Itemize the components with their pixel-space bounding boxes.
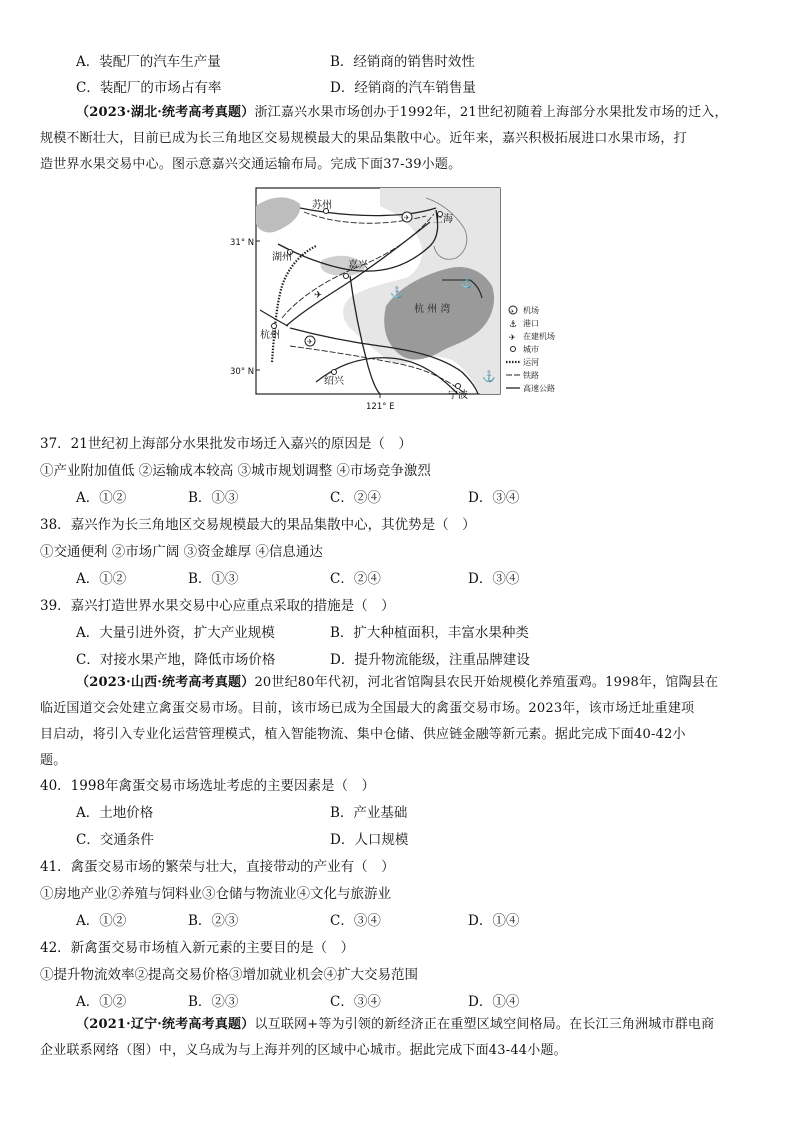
construction-airport-icon: ✈ xyxy=(314,290,323,301)
q38-option-d: D．③④ xyxy=(468,571,520,587)
lat-31-label: 31° N xyxy=(230,238,255,248)
legend-city: 城市 xyxy=(523,345,539,354)
q41-option-c: C．③④ xyxy=(330,913,381,929)
svg-text:⚓: ⚓ xyxy=(390,286,404,299)
q42-items: ①提升物流效率②提高交易价格③增加就业机会④扩大交易范围 xyxy=(40,967,418,983)
q42-stem: 42．新禽蛋交易市场植入新元素的主要目的是（ ） xyxy=(40,940,355,956)
svg-text:✈: ✈ xyxy=(509,333,516,342)
q37-stem: 37．21世纪初上海部分水果批发市场迁入嘉兴的原因是（ ） xyxy=(40,436,412,452)
svg-text:✈: ✈ xyxy=(404,214,410,222)
q36-option-c: C．装配厂的市场占有率 xyxy=(76,80,222,96)
passage-1-line-2: 规模不断壮大，目前已成为长三角地区交易规模最大的果品集散中心。近年来，嘉兴积极拓展进口水果市场，打 xyxy=(40,131,687,146)
passage-2-line-3: 目启动，将引入专业化运营管理模式，植入智能物流、集中仓储、供应链金融等新元素。据此完成下面40-42小 xyxy=(40,727,686,742)
q38-option-c: C．②④ xyxy=(330,571,381,587)
passage-1 xyxy=(40,100,760,178)
q37-items: ①产业附加值低 ②运输成本较高 ③城市规划调整 ④市场竞争激烈 xyxy=(40,463,431,479)
q38-option-a: A．①② xyxy=(76,571,127,587)
passage-2 xyxy=(40,670,760,774)
q42-option-c: C．③④ xyxy=(330,994,381,1010)
passage-1-line-3: 造世界水果交易中心。图示意嘉兴交通运输布局。完成下面37-39小题。 xyxy=(40,157,462,172)
q41-option-a: A．①② xyxy=(76,913,127,929)
passage-2-line-4: 题。 xyxy=(40,753,67,768)
passage-2-line-1: 20世纪80年代初，河北省馆陶县农民开始规模化养殖蛋鸡。1998年，馆陶县在 xyxy=(254,675,719,690)
q39-stem: 39．嘉兴打造世界水果交易中心应重点采取的措施是（ ） xyxy=(40,598,395,614)
q39-option-a: A．大量引进外资，扩大产业规模 xyxy=(76,625,275,641)
legend-canal: 运河 xyxy=(523,358,539,367)
passage-3-line-1: 以互联网+等为引领的新经济正在重塑区域空间格局。在长江三角洲城市群电商 xyxy=(254,1017,715,1032)
q41-option-d: D．①④ xyxy=(468,913,520,929)
passage-2-source: （2023·山西·统考高考真题） xyxy=(76,675,255,690)
q42-option-a: A．①② xyxy=(76,994,127,1010)
city-jiaxing: 嘉兴 xyxy=(348,260,368,271)
q42-option-b: B．②③ xyxy=(188,994,239,1010)
q39-option-d: D．提升物流能级，注重品牌建设 xyxy=(330,652,530,668)
city-huzhou: 湖州 xyxy=(272,252,292,263)
q41-option-b: B．②③ xyxy=(188,913,239,929)
legend-airport: 机场 xyxy=(523,306,539,315)
q37-option-d: D．③④ xyxy=(468,490,520,506)
q36-option-a: A．装配厂的汽车生产量 xyxy=(76,54,221,70)
q38-option-b: B．①③ xyxy=(188,571,239,587)
legend-railway: 铁路 xyxy=(523,371,539,380)
svg-text:✈: ✈ xyxy=(307,338,313,346)
q40-option-c: C．交通条件 xyxy=(76,832,154,848)
q36-option-d: D．经销商的汽车销售量 xyxy=(330,80,476,96)
svg-text:⚓: ⚓ xyxy=(509,320,518,330)
q40-option-d: D．人口规模 xyxy=(330,832,409,848)
svg-text:✈: ✈ xyxy=(510,309,515,315)
q38-stem: 38．嘉兴作为长三角地区交易规模最大的果品集散中心，其优势是（ ） xyxy=(40,517,476,533)
passage-2-line-2: 临近国道交会处建立禽蛋交易市场。目前，该市场已成为全国最大的禽蛋交易市场。2023年，该市场迁址重建项 xyxy=(40,701,695,716)
q42-option-d: D．①④ xyxy=(468,994,520,1010)
bay-label: 杭 州 湾 xyxy=(414,304,451,315)
legend-highway: 高速公路 xyxy=(523,384,555,393)
q41-items: ①房地产业②养殖与饲料业③仓储与物流业④文化与旅游业 xyxy=(40,886,391,902)
passage-3-source: （2021·辽宁·统考高考真题） xyxy=(76,1017,255,1032)
lat-30-label: 30° N xyxy=(230,367,255,377)
q37-option-b: B．①③ xyxy=(188,490,239,506)
map-legend xyxy=(506,305,555,393)
q39-option-c: C．对接水果产地，降低市场价格 xyxy=(76,652,276,668)
passage-3-line-2: 企业联系网络（图）中，义乌成为与上海并列的区域中心城市。据此完成下面43-44小题。 xyxy=(40,1043,567,1058)
city-shaoxing: 绍兴 xyxy=(324,376,344,387)
svg-text:⚓: ⚓ xyxy=(460,276,474,289)
city-hangzhou: 杭州 xyxy=(260,330,280,341)
passage-3 xyxy=(40,1012,760,1064)
q39-option-b: B．扩大种植面积，丰富水果种类 xyxy=(330,625,529,641)
city-shanghai: 上海 xyxy=(433,214,453,225)
q40-option-a: A．土地价格 xyxy=(76,805,154,821)
city-suzhou: 苏州 xyxy=(312,200,332,211)
legend-port: 港口 xyxy=(523,319,539,328)
city-ningbo: 宁波 xyxy=(448,390,468,401)
q37-option-a: A．①② xyxy=(76,490,127,506)
passage-1-line-1: 浙江嘉兴水果市场创办于1992年，21世纪初随着上海部分水果批发市场的迁入， xyxy=(254,105,728,120)
q37-option-c: C．②④ xyxy=(330,490,381,506)
jiaxing-transport-map xyxy=(230,186,560,418)
svg-text:⚓: ⚓ xyxy=(482,370,496,383)
passage-1-source: （2023·湖北·统考高考真题） xyxy=(76,105,255,120)
q41-stem: 41．禽蛋交易市场的繁荣与壮大，直接带动的产业有（ ） xyxy=(40,859,395,875)
q40-stem: 40．1998年禽蛋交易市场选址考虑的主要因素是（ ） xyxy=(40,778,376,794)
q36-option-b: B．经销商的销售时效性 xyxy=(330,54,475,70)
lon-121-label: 121° E xyxy=(366,402,395,412)
q38-items: ①交通便利 ②市场广阔 ③资金雄厚 ④信息通达 xyxy=(40,544,323,560)
legend-airport-construction: 在建机场 xyxy=(523,332,555,341)
q40-option-b: B．产业基础 xyxy=(330,805,408,821)
